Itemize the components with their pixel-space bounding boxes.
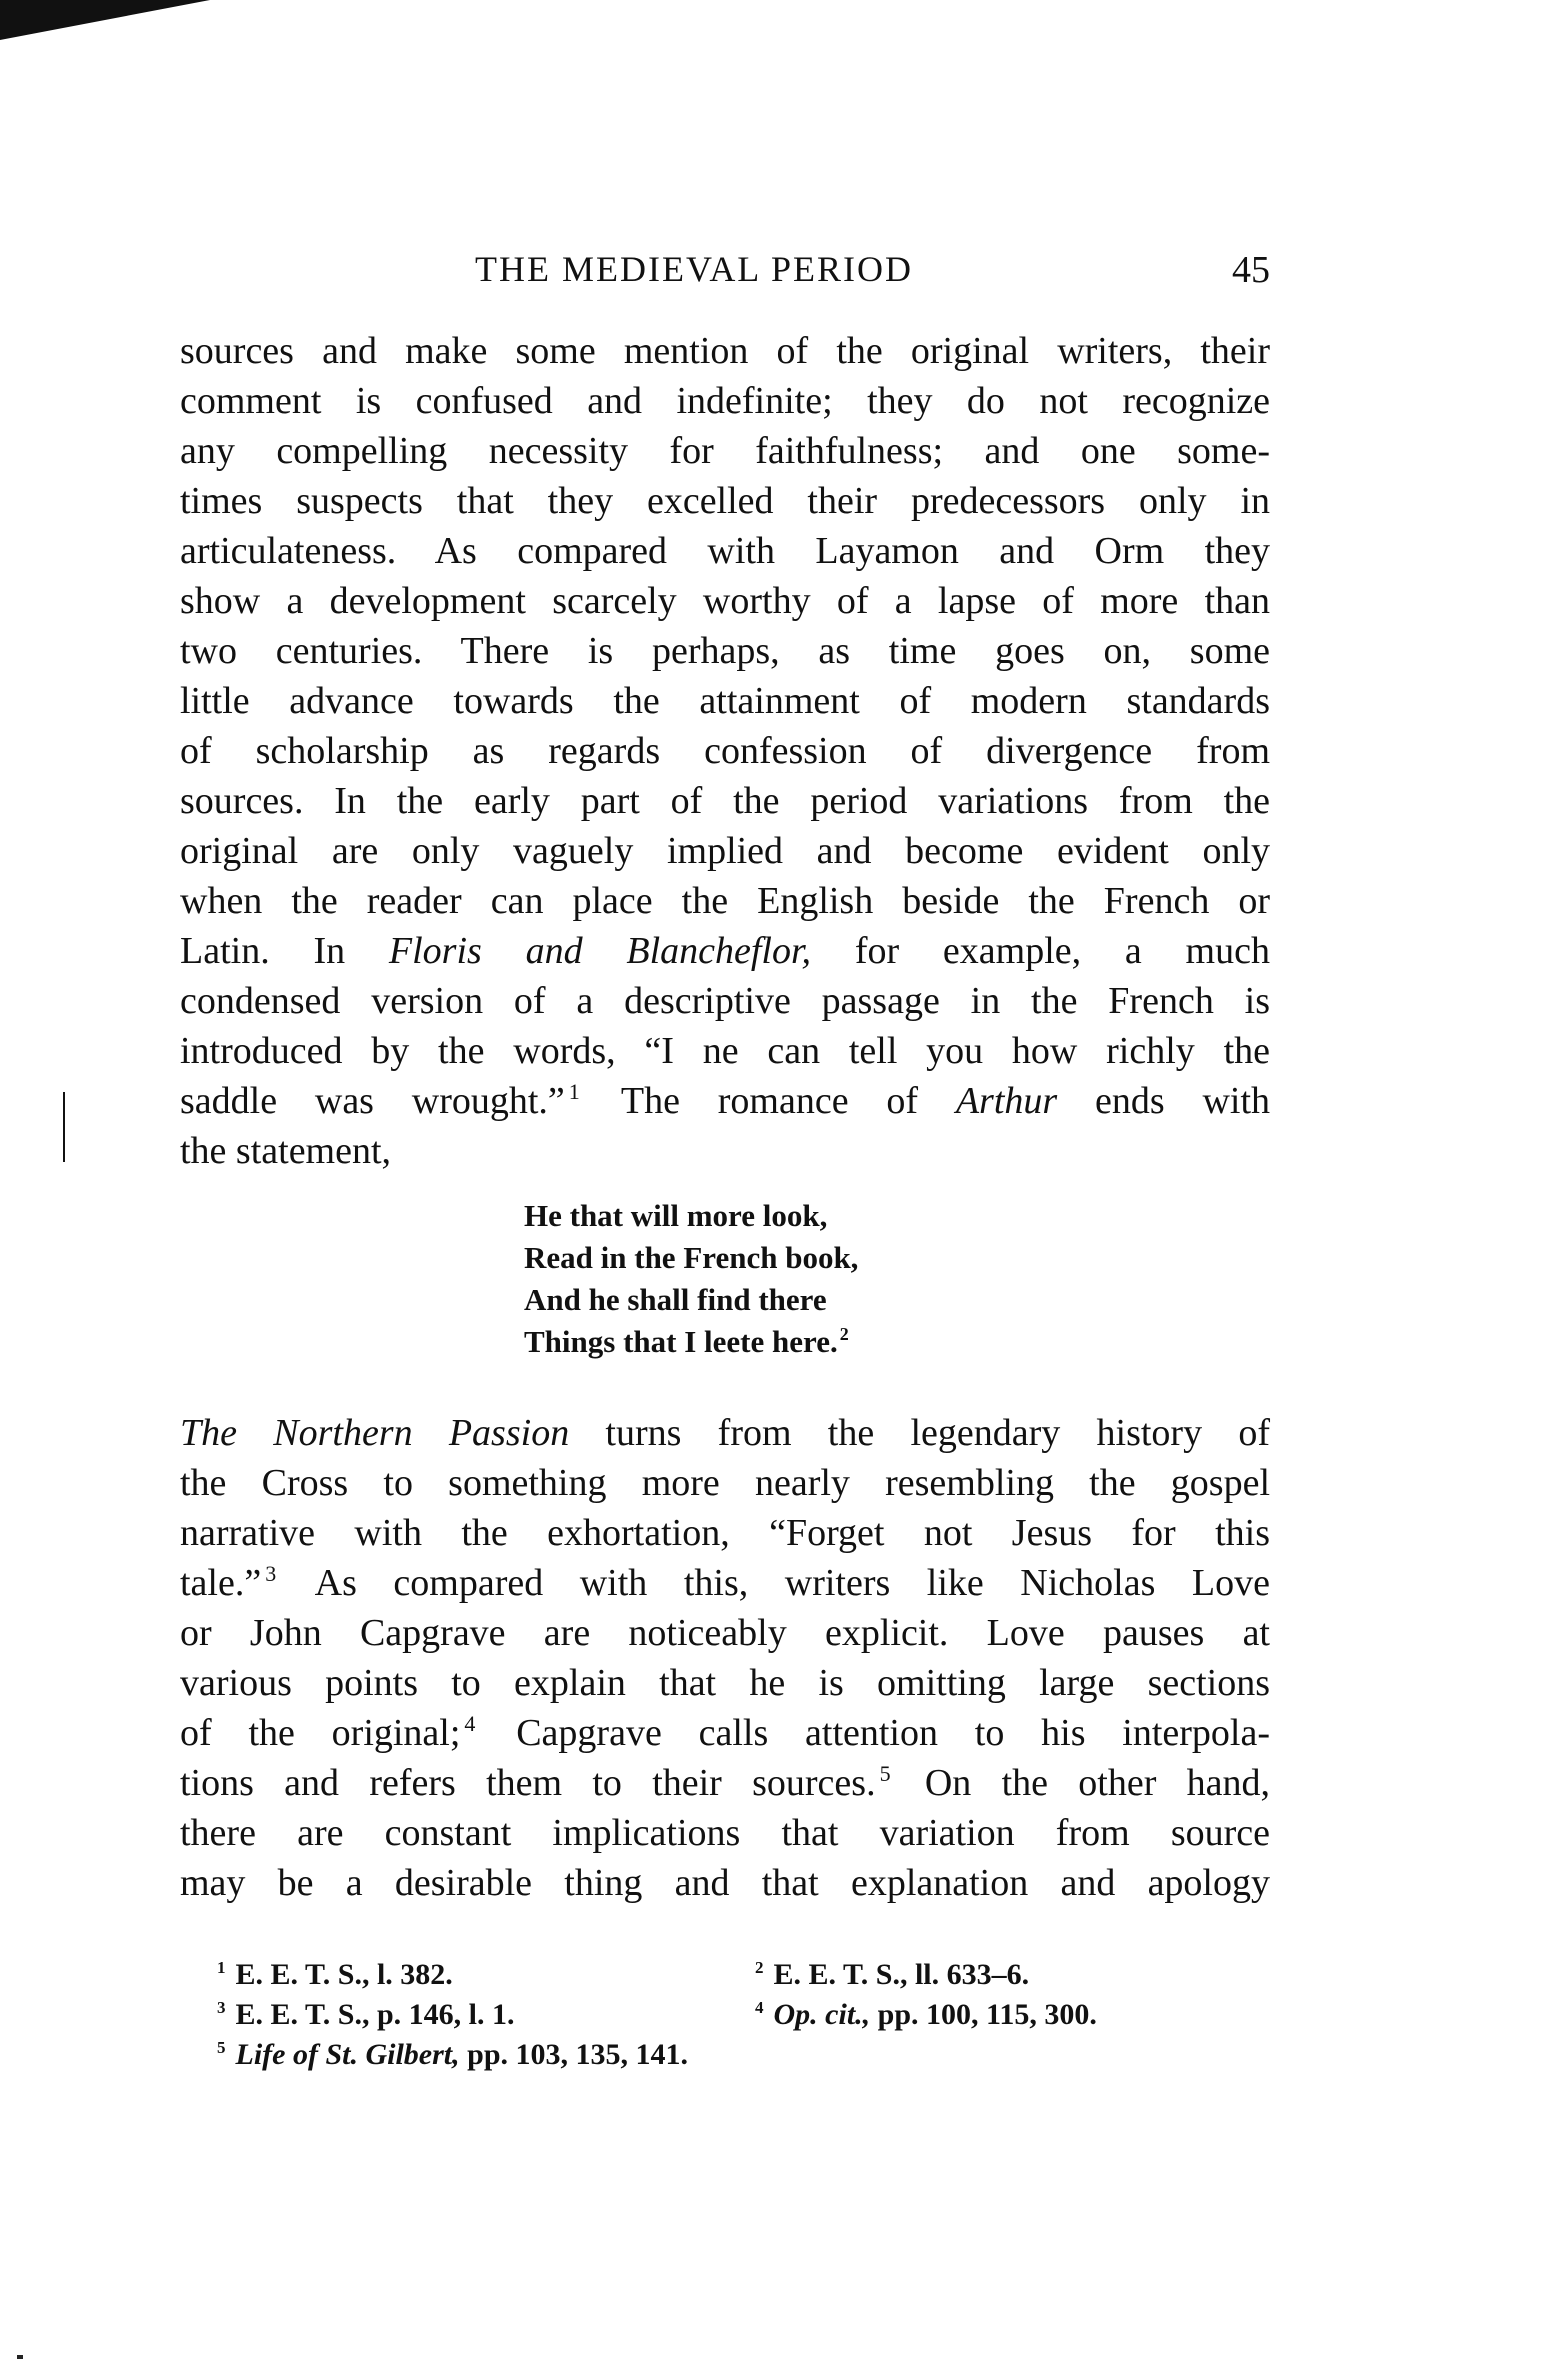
text-line: there are constant implications that variation from source xyxy=(180,1812,1270,1854)
running-title: THE MEDIEVAL PERIOD xyxy=(475,249,913,289)
text-line xyxy=(180,1076,1270,1126)
verse-line xyxy=(524,1321,1044,1363)
text-run: of the original; xyxy=(180,1712,461,1754)
footnote-ref-3: 3 xyxy=(265,1561,277,1586)
verse-line: He that will more look, xyxy=(524,1198,828,1233)
footnote-text: pp. 103, 135, 141. xyxy=(459,2038,689,2071)
footnote-number: 5 xyxy=(217,2038,226,2057)
text-line: show a development scarcely worthy of a lapse of more than xyxy=(180,580,1270,622)
text-line xyxy=(180,1758,1270,1808)
footnote-row xyxy=(180,2035,1270,2075)
text-line: narrative with the exhortation, “Forget not Jesus for this xyxy=(180,1512,1270,1554)
text-line: when the reader can place the English beside the French or xyxy=(180,880,1270,922)
footnote-number: 3 xyxy=(217,1998,226,2017)
footnote-text-italic: Life of St. Gilbert, xyxy=(235,2038,460,2071)
text-line xyxy=(180,1558,1270,1608)
footnote-ref-2: 2 xyxy=(839,1324,849,1344)
footnote-ref-5: 5 xyxy=(879,1761,891,1786)
page-number: 45 xyxy=(1232,249,1270,291)
text-run: tions and refers them to their sources. xyxy=(180,1762,876,1804)
text-line: condensed version of a descriptive passage in the French is xyxy=(180,980,1270,1022)
text-line: or John Capgrave are noticeably explicit. Love pauses at xyxy=(180,1612,1270,1654)
footnote-number: 2 xyxy=(755,1958,764,1977)
work-title-arthur: Arthur xyxy=(955,1080,1058,1122)
verse-quotation xyxy=(524,1195,1044,1363)
margin-mark xyxy=(63,1092,65,1162)
footnote-4 xyxy=(755,1995,1097,2035)
text-run: As compared with this, writers like Nicholas Love xyxy=(280,1562,1270,1604)
text-line: original are only vaguely implied and become evident only xyxy=(180,830,1270,872)
paragraph-1 xyxy=(180,326,1270,1176)
running-header xyxy=(180,248,1270,298)
work-title-northern-passion: The Northern Passion xyxy=(180,1412,570,1454)
text-run: Capgrave calls attention to his interpola- xyxy=(479,1712,1270,1754)
footnote-2 xyxy=(755,1955,1029,1995)
footnote-ref-4: 4 xyxy=(464,1711,476,1736)
text-run: tale.” xyxy=(180,1562,262,1604)
text-line: may be a desirable thing and that explanation and apology xyxy=(180,1862,1270,1904)
text-line: any compelling necessity for faithfulness; and one some- xyxy=(180,430,1270,472)
text-run: On the other hand, xyxy=(894,1762,1271,1804)
footnote-row xyxy=(180,1955,1270,1995)
scan-corner-mark xyxy=(0,0,210,50)
verse-line: And he shall find there xyxy=(524,1282,827,1317)
text-line: of scholarship as regards confession of divergence from xyxy=(180,730,1270,772)
text-line: introduced by the words, “I ne can tell you how richly the xyxy=(180,1030,1270,1072)
text-line xyxy=(180,1708,1270,1758)
text-run: Latin. In xyxy=(180,930,389,972)
text-line xyxy=(180,1408,1270,1458)
text-run: for example, a much xyxy=(811,930,1270,972)
footnote-number: 4 xyxy=(755,1998,764,2017)
work-title-floris: Floris and Blancheflor, xyxy=(388,930,812,972)
paragraph-2 xyxy=(180,1408,1270,1908)
text-run: Things that I leete here. xyxy=(524,1324,838,1359)
text-line xyxy=(180,926,1270,976)
footnote-text: E. E. T. S., l. 382. xyxy=(235,1958,453,1991)
footnote-ref-1: 1 xyxy=(568,1079,580,1104)
verse-line: Read in the French book, xyxy=(524,1240,859,1275)
footnote-number: 1 xyxy=(217,1958,226,1977)
text-line: sources. In the early part of the period variations from the xyxy=(180,780,1270,822)
footnotes xyxy=(180,1955,1270,2075)
text-line: articulateness. As compared with Layamon and Orm they xyxy=(180,530,1270,572)
text-run: turns from the legendary history of xyxy=(569,1412,1270,1454)
text-run: The romance of xyxy=(583,1080,956,1122)
text-line: sources and make some mention of the original writers, their xyxy=(180,330,1270,372)
footnote-text-italic: Op. cit., xyxy=(773,1998,871,2031)
footnote-text: E. E. T. S., p. 146, l. 1. xyxy=(235,1998,515,2031)
footnote-text: E. E. T. S., ll. 633–6. xyxy=(773,1958,1030,1991)
footnote-5 xyxy=(217,2035,688,2075)
footnote-row xyxy=(180,1995,1270,2035)
text-line: various points to explain that he is omitting large sections xyxy=(180,1662,1270,1704)
footnote-text: pp. 100, 115, 300. xyxy=(870,1998,1097,2031)
text-line: the Cross to something more nearly resembling the gospel xyxy=(180,1462,1270,1504)
text-line: times suspects that they excelled their predecessors only in xyxy=(180,480,1270,522)
text-line: little advance towards the attainment of modern standards xyxy=(180,680,1270,722)
footnote-1 xyxy=(217,1955,453,1995)
scan-speck xyxy=(17,2355,23,2359)
footnote-3 xyxy=(217,1995,514,2035)
text-line: comment is confused and indefinite; they do not recognize xyxy=(180,380,1270,422)
text-line: two centuries. There is perhaps, as time goes on, some xyxy=(180,630,1270,672)
text-line: the statement, xyxy=(180,1130,392,1172)
text-run: ends with xyxy=(1057,1080,1271,1122)
text-run: saddle was wrought.” xyxy=(180,1080,565,1122)
